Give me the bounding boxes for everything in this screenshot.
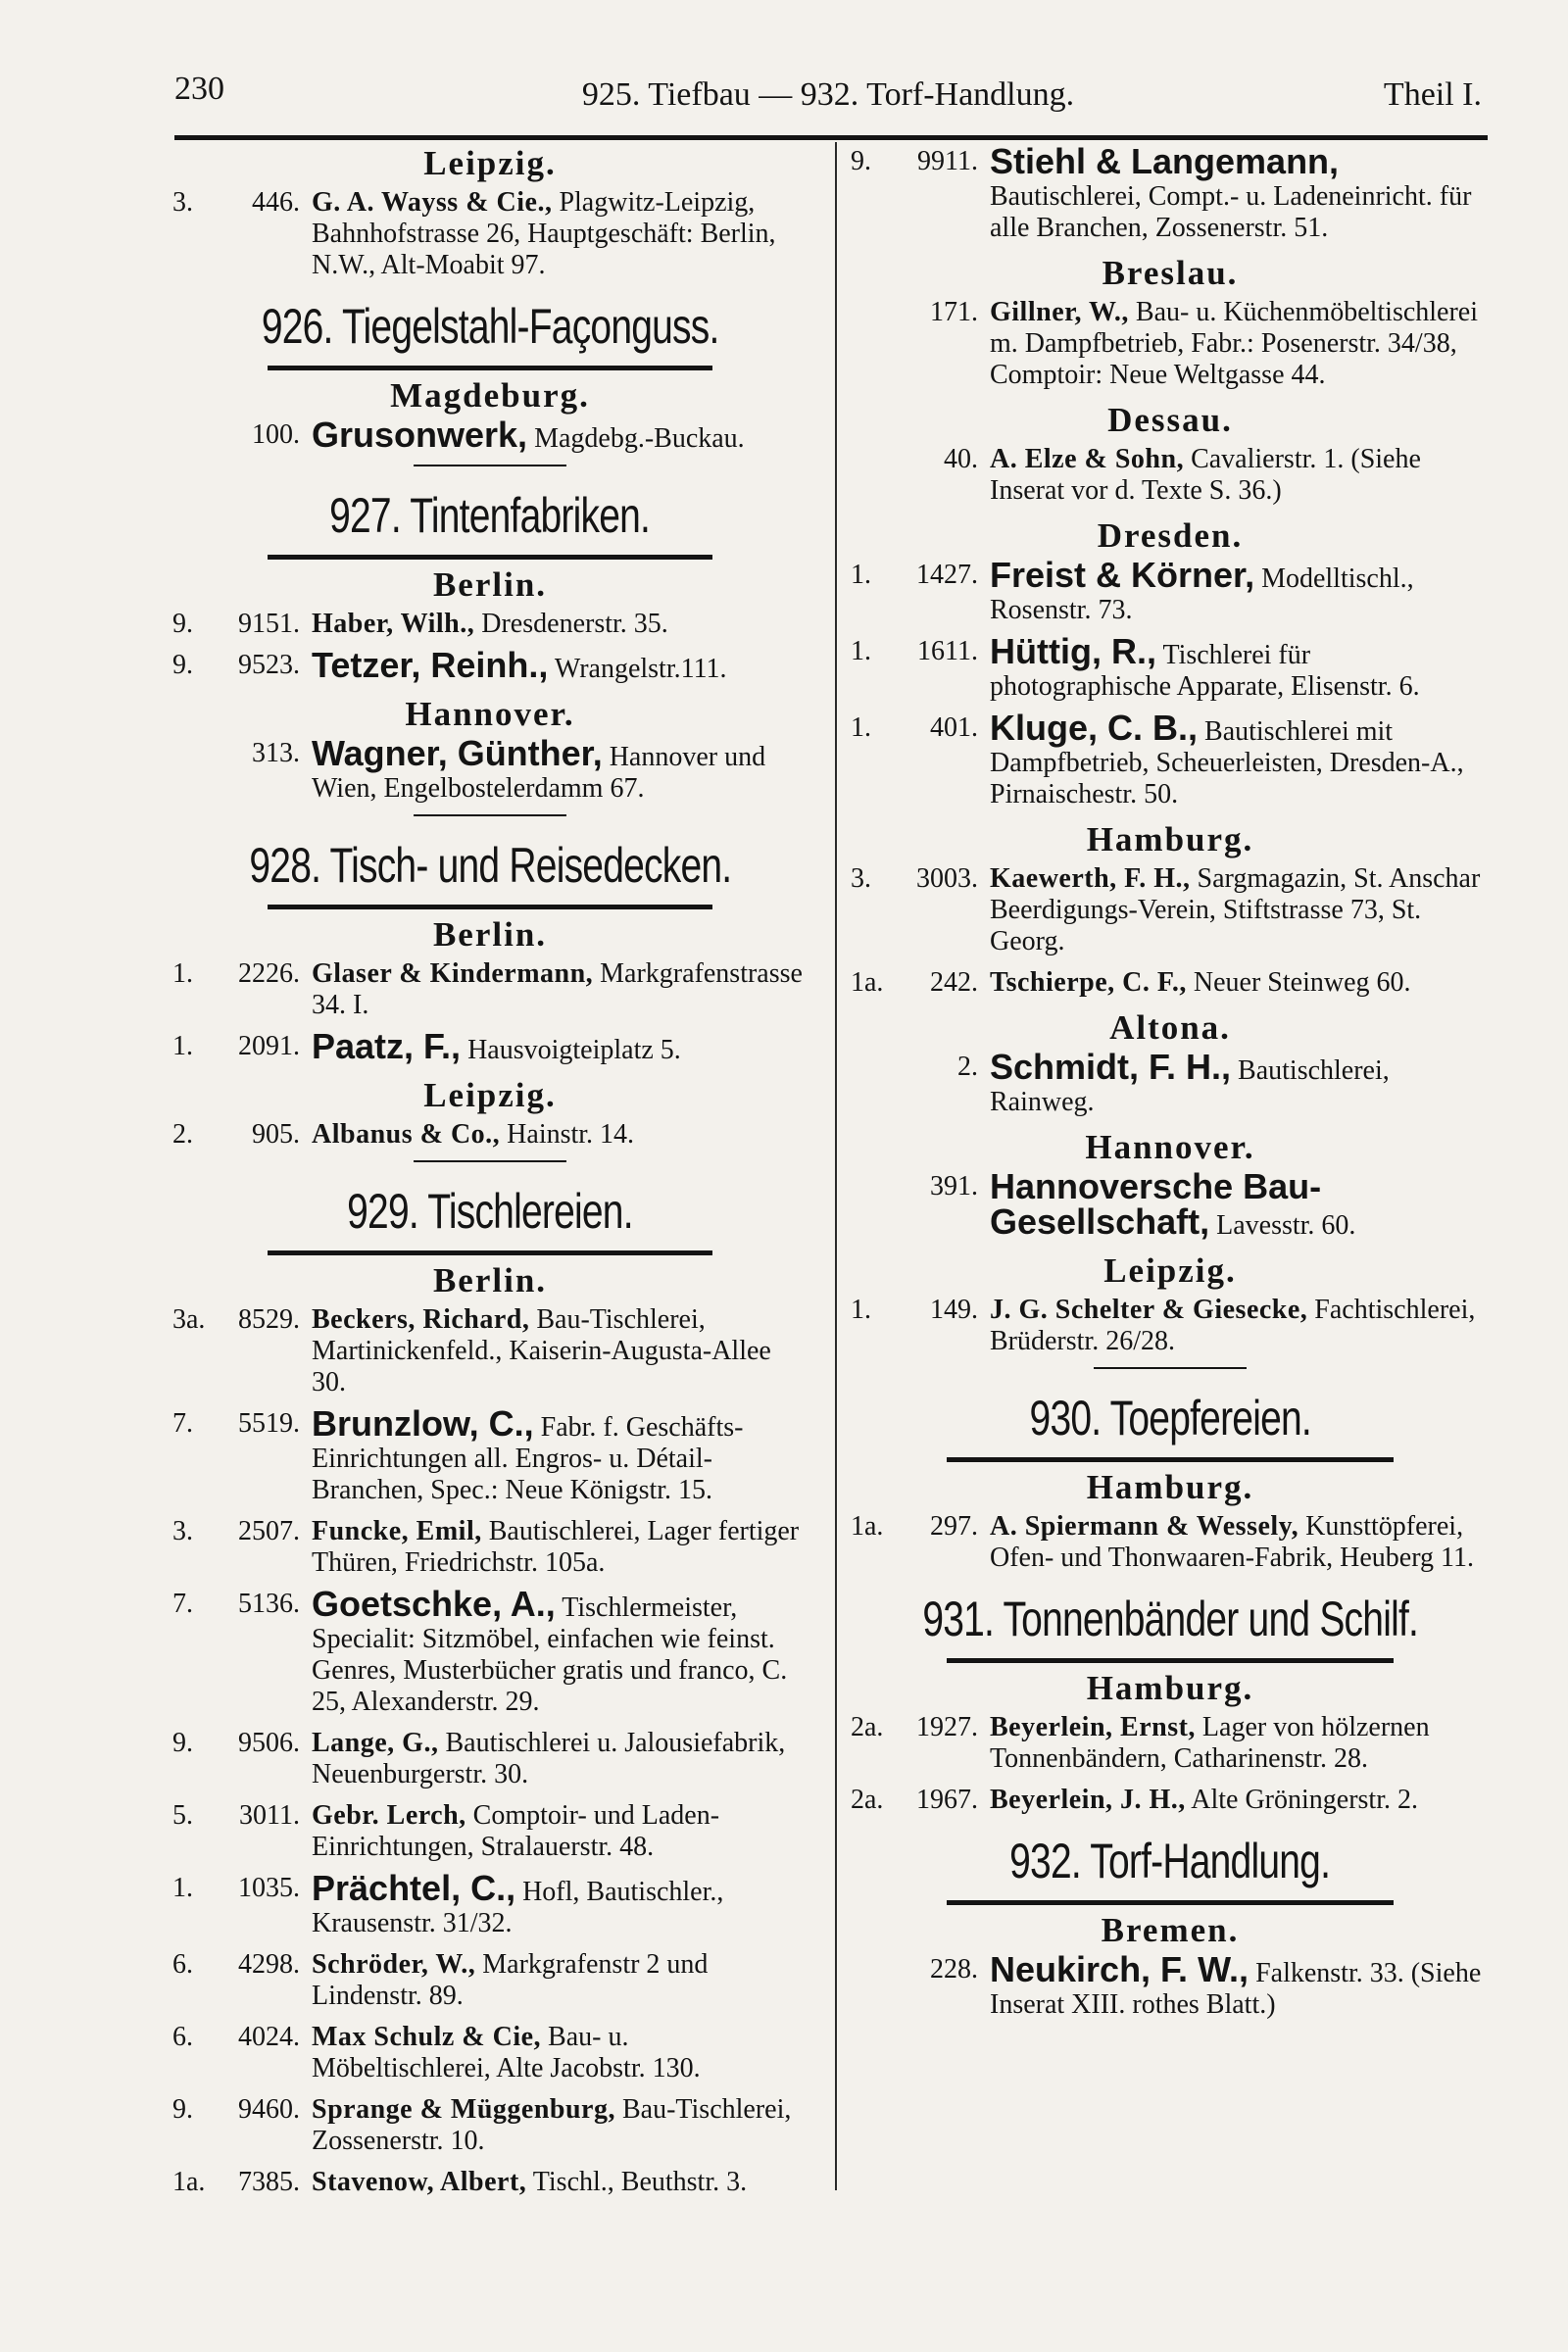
firm-name: Beckers, Richard, — [312, 1304, 530, 1335]
entry-details: Hainstr. 14. — [500, 1119, 635, 1150]
section-heading — [851, 1830, 1490, 1892]
entry-details: Plagwitz-Leipzig, Bahnhofstrasse 26, Hauptgeschäft: Berlin, N.W., Alt-Moabit 97. — [312, 187, 776, 280]
city-heading: Hamburg. — [1086, 1468, 1254, 1506]
city-heading: Altona. — [1109, 1008, 1231, 1047]
section-heading — [172, 1180, 808, 1243]
entry-details: Modelltischl., Rosenstr. 73. — [990, 564, 1414, 625]
directory-entry — [172, 1403, 808, 1506]
directory-entry — [172, 958, 808, 1021]
section-rule — [268, 1250, 712, 1255]
section-end-rule — [1094, 1367, 1247, 1369]
entry-number: 1611. — [917, 636, 978, 666]
entry-details: Hannover und Wien, Engelbostelerdamm 67. — [312, 742, 766, 804]
entry-details: Bau-Tischlerei, Martinickenfeld., Kaiserin-Augusta-Allee 30. — [312, 1304, 771, 1397]
directory-entry — [172, 1949, 808, 2012]
firm-name: Prächtel, C., — [312, 1868, 516, 1908]
entry-class: 1. — [172, 1031, 193, 1061]
section-title: 932. Torf-Handlung. — [1009, 1834, 1331, 1888]
entry-details: Markgrafenstrasse 34. I. — [312, 958, 803, 1020]
directory-entry — [172, 2094, 808, 2157]
section-title: 929. Tischlereien. — [347, 1184, 633, 1239]
directory-entry — [851, 1712, 1490, 1775]
entry-details: Bau- u. Möbeltischlerei, Alte Jacobstr. 130. — [312, 2022, 701, 2083]
firm-name: A. Elze & Sohn, — [990, 444, 1185, 474]
firm-name: A. Spiermann & Wessely, — [990, 1511, 1299, 1542]
directory-entry — [851, 1949, 1490, 2021]
left-column — [172, 142, 808, 2208]
firm-name: Goetschke, A., — [312, 1584, 556, 1624]
firm-name: Wagner, Günther, — [312, 733, 603, 773]
directory-entry — [851, 297, 1490, 391]
entry-details: Bautischlerei, Rainweg. — [990, 1055, 1390, 1117]
entry-class: 1. — [851, 1295, 871, 1325]
entry-class: 9. — [172, 609, 193, 639]
entry-number: 1967. — [916, 1785, 978, 1815]
entry-number: 9460. — [238, 2094, 300, 2125]
entry-number: 3011. — [239, 1800, 300, 1831]
entry-number: 100. — [252, 419, 300, 450]
firm-name: J. G. Schelter & Giesecke, — [990, 1295, 1308, 1325]
firm-name: Grusonwerk, — [312, 415, 528, 455]
firm-name: Haber, Wilh., — [312, 609, 475, 639]
firm-name: Gebr. Lerch, — [312, 1800, 466, 1831]
directory-entry — [851, 1295, 1490, 1357]
entry-number: 5136. — [238, 1589, 300, 1619]
firm-name: Lange, G., — [312, 1728, 439, 1758]
city-heading: Berlin. — [432, 565, 548, 604]
entry-class: 9. — [172, 1728, 193, 1758]
entry-class: 1a. — [851, 967, 884, 998]
entry-number: 9911. — [917, 146, 978, 176]
entry-details: Tischlermeister, Specialit: Sitzmöbel, einfachen wie feinst. Genres, Musterbücher gratis und franco, C. 25, Alexanderstr. 29. — [312, 1592, 788, 1717]
section-title: 931. Tonnenbänder und Schilf. — [922, 1592, 1418, 1646]
city-heading: Hamburg. — [1086, 820, 1254, 858]
entry-number: 2. — [957, 1052, 978, 1082]
entry-class: 6. — [172, 2022, 193, 2052]
entry-details: Bau-Tischlerei, Zossenerstr. 10. — [312, 2094, 792, 2156]
entry-number: 4024. — [238, 2022, 300, 2052]
firm-name: Tschierpe, C. F., — [990, 967, 1187, 998]
entry-details: Bautischlerei u. Jalousiefabrik, Neuenburgerstr. 30. — [312, 1728, 786, 1789]
page-header — [174, 71, 1482, 125]
section-end-rule — [414, 814, 566, 816]
entry-number: 1927. — [916, 1712, 978, 1742]
directory-entry — [172, 645, 808, 685]
entry-number: 8529. — [238, 1304, 300, 1335]
section-heading — [851, 1387, 1490, 1449]
directory-entry — [172, 1800, 808, 1863]
section-rule — [268, 366, 712, 370]
entry-details: Lavesstr. 60. — [1209, 1210, 1356, 1241]
entry-class: 6. — [172, 1949, 193, 1980]
section-end-rule — [414, 1160, 566, 1162]
entry-details: Wrangelstr.111. — [548, 654, 727, 684]
entry-number: 9151. — [238, 609, 300, 639]
firm-name: Stiehl & Langemann, — [990, 141, 1340, 181]
entry-number: 228. — [930, 1954, 978, 1984]
directory-entry — [851, 1511, 1490, 1574]
section-rule — [947, 1457, 1394, 1462]
city-heading: Bremen. — [1101, 1911, 1240, 1949]
firm-name: Kaewerth, F. H., — [990, 863, 1191, 894]
firm-name: Sprange & Müggenburg, — [312, 2094, 615, 2125]
entry-class: 2a. — [851, 1785, 884, 1815]
entry-class: 3. — [172, 1516, 193, 1546]
directory-entry — [851, 444, 1490, 507]
city-heading: Hannover. — [1085, 1128, 1255, 1166]
entry-details: Bautischlerei mit Dampfbetrieb, Scheuerleisten, Dresden-A., Pirnaischestr. 50. — [990, 716, 1464, 809]
directory-entry — [851, 631, 1490, 703]
page-number: 230 — [174, 71, 224, 107]
entry-class: 3. — [172, 187, 193, 218]
entry-details: Comptoir- und Laden-Einrichtungen, Stralauerstr. 48. — [312, 1800, 720, 1862]
entry-class: 5. — [172, 1800, 193, 1831]
firm-name: Paatz, F., — [312, 1026, 462, 1066]
firm-name: Tetzer, Reinh., — [312, 645, 549, 685]
directory-entry — [851, 1166, 1490, 1242]
entry-class: 3a. — [172, 1304, 206, 1335]
firm-name: Max Schulz & Cie, — [312, 2022, 542, 2052]
entry-details: Bautischlerei, Lager fertiger Thüren, Friedrichstr. 105a. — [312, 1516, 800, 1578]
entry-number: 40. — [944, 444, 978, 474]
directory-entry — [172, 1728, 808, 1790]
firm-name: Gillner, W., — [990, 297, 1129, 327]
city-heading: Leipzig. — [423, 144, 557, 182]
directory-entry — [172, 1026, 808, 1066]
section-heading — [172, 484, 808, 547]
firm-name: Kluge, C. B., — [990, 708, 1199, 748]
entry-class: 1a. — [851, 1511, 884, 1542]
city-heading: Dresden. — [1097, 516, 1244, 555]
entry-class: 7. — [172, 1589, 193, 1619]
city-heading: Hannover. — [405, 695, 575, 733]
entry-class: 1. — [172, 1873, 193, 1903]
entry-number: 3003. — [916, 863, 978, 894]
entry-class: 1. — [851, 712, 871, 743]
directory-entry — [172, 2022, 808, 2084]
directory-entry — [172, 187, 808, 281]
right-column — [851, 142, 1490, 2031]
directory-entry — [851, 1785, 1490, 1816]
directory-entry — [172, 1119, 808, 1151]
section-rule — [947, 1658, 1394, 1663]
section-heading — [172, 295, 808, 358]
entry-number: 1035. — [238, 1873, 300, 1903]
section-end-rule — [414, 465, 566, 466]
city-heading: Berlin. — [432, 1261, 548, 1299]
city-heading: Magdeburg. — [390, 376, 590, 415]
directory-entry — [851, 555, 1490, 626]
entry-details: Dresdenerstr. 35. — [474, 609, 668, 639]
directory-entry — [172, 1304, 808, 1398]
entry-details: Lager von hölzernen Tonnenbändern, Catharinenstr. 28. — [990, 1712, 1430, 1774]
entry-class: 1. — [851, 636, 871, 666]
entry-class: 1. — [172, 958, 193, 989]
firm-name: Schmidt, F. H., — [990, 1047, 1232, 1087]
city-heading: Hamburg. — [1086, 1669, 1254, 1707]
entry-number: 242. — [930, 967, 978, 998]
section-title: 926. Tiegelstahl-Façonguss. — [261, 299, 719, 354]
entry-details: Hofl, Bautischler., Krausenstr. 31/32. — [312, 1877, 724, 1938]
section-heading — [851, 1588, 1490, 1650]
entry-number: 9523. — [238, 650, 300, 680]
entry-details: Sargmagazin, St. Anschar Beerdigungs-Verein, Stiftstrasse 73, St. Georg. — [990, 863, 1481, 956]
entry-number: 2507. — [238, 1516, 300, 1546]
directory-entry — [172, 609, 808, 640]
city-heading: Breslau. — [1102, 254, 1239, 292]
entry-class: 7. — [172, 1408, 193, 1439]
directory-entry — [172, 1868, 808, 1939]
firm-name: Freist & Körner, — [990, 555, 1255, 595]
entry-class: 2. — [172, 1119, 193, 1150]
directory-entry — [851, 141, 1490, 244]
firm-name: Albanus & Co., — [312, 1119, 501, 1150]
entry-details: Fabr. f. Geschäfts-Einrichtungen all. Engros- u. Détail-Branchen, Spec.: Neue Königstr. 15. — [312, 1412, 744, 1505]
firm-name: Brunzlow, C., — [312, 1403, 534, 1444]
firm-name: Glaser & Kindermann, — [312, 958, 594, 989]
directory-entry — [172, 1584, 808, 1718]
entry-class: 1. — [851, 560, 871, 590]
entry-details: Bau- u. Küchenmöbeltischlerei m. Dampfbetrieb, Fabr.: Posenerstr. 34/38, Comptoir: Neue Weltgasse 44. — [990, 297, 1479, 390]
firm-name: Beyerlein, Ernst, — [990, 1712, 1196, 1742]
section-title: 927. Tintenfabriken. — [329, 488, 651, 543]
column-divider — [835, 142, 837, 2190]
entry-details: Tischl., Beuthstr. 3. — [526, 2167, 748, 2197]
entry-number: 5519. — [238, 1408, 300, 1439]
entry-class: 9. — [172, 2094, 193, 2125]
directory-entry — [172, 1516, 808, 1579]
city-heading: Leipzig. — [1103, 1251, 1237, 1290]
entry-class: 9. — [851, 146, 871, 176]
firm-name: G. A. Wayss & Cie., — [312, 187, 553, 218]
section-title: 928. Tisch- und Reisedecken. — [249, 838, 731, 893]
firm-name: Funcke, Emil, — [312, 1516, 482, 1546]
entry-number: 149. — [930, 1295, 978, 1325]
entry-number: 391. — [930, 1171, 978, 1201]
entry-details: Bautischlerei, Compt.- u. Ladeneinricht. für alle Branchen, Zossenerstr. 51. — [990, 181, 1472, 243]
directory-entry — [172, 2167, 808, 2198]
header-rule — [174, 135, 1488, 140]
entry-details: Tischlerei für photographische Apparate, Elisenstr. 6. — [990, 640, 1420, 702]
directory-entry — [851, 1047, 1490, 1118]
entry-class: 1a. — [172, 2167, 206, 2197]
entry-number: 905. — [252, 1119, 300, 1150]
firm-name: Stavenow, Albert, — [312, 2167, 527, 2197]
entry-details: Cavalierstr. 1. (Siehe Inserat vor d. Texte S. 36.) — [990, 444, 1421, 506]
directory-entry — [851, 967, 1490, 999]
firm-name: Schröder, W., — [312, 1949, 476, 1980]
entry-details: Neuer Steinweg 60. — [1186, 967, 1411, 998]
entry-number: 2091. — [238, 1031, 300, 1061]
directory-entry — [172, 415, 808, 455]
entry-number: 171. — [930, 297, 978, 327]
entry-number: 297. — [930, 1511, 978, 1542]
section-rule — [947, 1900, 1394, 1905]
entry-class: 9. — [172, 650, 193, 680]
city-heading: Leipzig. — [423, 1076, 557, 1114]
directory-entry — [851, 863, 1490, 957]
directory-entry — [172, 733, 808, 805]
section-heading — [172, 834, 808, 897]
firm-name: Hüttig, R., — [990, 631, 1156, 671]
directory-entry — [851, 708, 1490, 810]
entry-number: 7385. — [238, 2167, 300, 2197]
entry-number: 446. — [252, 187, 300, 218]
entry-details: Fachtischlerei, Brüderstr. 26/28. — [990, 1295, 1476, 1356]
firm-name: Neukirch, F. W., — [990, 1949, 1250, 1989]
entry-number: 401. — [930, 712, 978, 743]
city-heading: Berlin. — [432, 915, 548, 954]
section-rule — [268, 555, 712, 560]
entry-details: Kunsttöpferei, Ofen- und Thonwaaren-Fabrik, Heuberg 11. — [990, 1511, 1475, 1573]
city-heading: Dessau. — [1107, 401, 1233, 439]
firm-name: Beyerlein, J. H., — [990, 1785, 1186, 1815]
section-title: 930. Toepfereien. — [1029, 1391, 1311, 1446]
entry-number: 9506. — [238, 1728, 300, 1758]
entry-details: Hausvoigteiplatz 5. — [461, 1035, 681, 1065]
entry-details: Markgrafenstr 2 und Lindenstr. 89. — [312, 1949, 709, 2011]
running-title: 925. Tiefbau — 932. Torf-Handlung. — [581, 76, 1075, 113]
entry-number: 1427. — [916, 560, 978, 590]
entry-class: 3. — [851, 863, 871, 894]
firm-name: Hannoversche Bau-Gesellschaft, — [990, 1166, 1322, 1242]
section-rule — [268, 905, 712, 909]
part-label: Theil I. — [1383, 76, 1482, 113]
entry-details: Magdebg.-Buckau. — [527, 423, 745, 454]
entry-number: 313. — [252, 738, 300, 768]
entry-number: 4298. — [238, 1949, 300, 1980]
entry-details: Alte Gröningerstr. 2. — [1185, 1785, 1418, 1815]
entry-details: Falkenstr. 33. (Siehe Inserat XIII. rothes Blatt.) — [990, 1958, 1482, 2020]
entry-number: 2226. — [238, 958, 300, 989]
entry-class: 2a. — [851, 1712, 884, 1742]
